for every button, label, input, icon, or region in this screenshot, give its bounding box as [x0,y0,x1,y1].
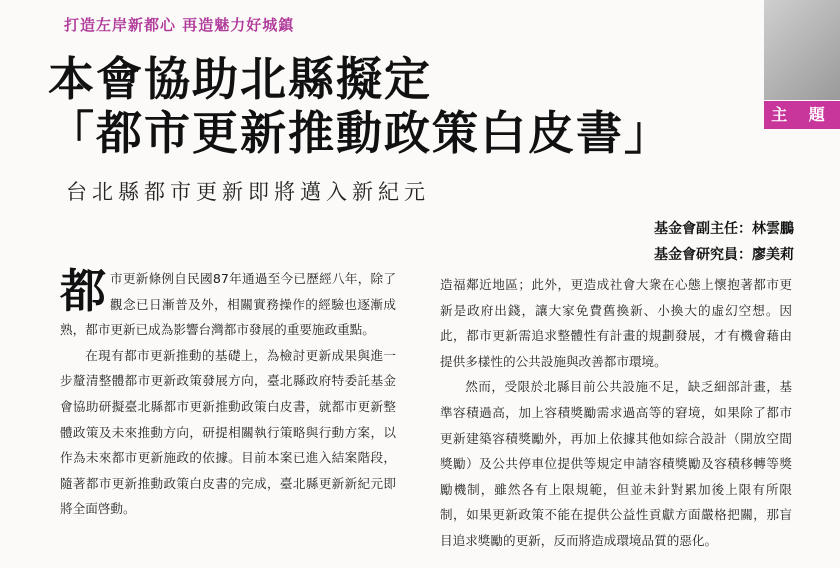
author-2: 基金會研究員：廖美莉 [654,247,794,263]
paragraph: 在現有都市更新推動的基礎上，為檢討更新成果與進一步釐清整體都市更新政策發展方向，臺北縣政府特委託基金會協助研擬臺北縣都市更新推動政策白皮書，就都市更新整體政策及未來推動方向，研提相關執行策略與行動方案，以作為未來都市更新施政的依據。目前本案已進入結案階段，隨著都市更新推動政策白皮書的完成，臺北縣更新新紀元即將全面啓動。 [60,347,396,517]
body-column-right [440,272,792,554]
title-line-2: 「都市更新推動政策白皮書」 [48,106,672,160]
drop-cap: 都 [60,264,106,318]
paragraph [60,266,396,343]
author-1: 基金會副主任：林雲鵬 [654,221,794,237]
paragraph: 然而，受限於北縣目前公共設施不足，缺乏細部計畫，基準容積過高，加上容積獎勵需求過高等的窘境，如果除了都市更新建築容積獎勵外，再加上依據其他如綜合設計（開放空間獎勵）及公共停車位提供等規定申請容積獎勵及容積移轉等獎勵機制，雖然各有上限規範，但並未針對累加後上限有所限制，如果更新政策不能在提供公益性貢獻方面嚴格把關，那盲目追求獎勵的更新，反而將造成環境品質的惡化。 [440,379,792,548]
paragraph: 造福鄰近地區；此外，更造成社會大衆在心態上懷抱著都市更新是政府出錢，讓大家免費舊換新、小換大的虛幻空想。因此，都市更新需追求整體性有計畫的規劃發展，才有機會藉由提供多樣性的公共設施與改善都市環境。 [440,277,792,369]
section-tab: 主 題 [764,101,840,129]
byline [654,216,794,268]
title-line-1: 本會協助北縣擬定 [48,52,432,106]
article-subtitle: 台北縣都市更新即將邁入新紀元 [66,180,430,204]
article-title [48,52,672,160]
kicker-tagline: 打造左岸新都心 再造魅力好城鎮 [64,16,295,34]
paragraph-text: 市更新條例自民國87年通過至今已歷經八年，除了觀念已日漸普及外，相關實務操作的經驗也逐漸成熟，都市更新已成為影響台灣都市發展的重要施政重點。 [60,271,396,338]
body-column-left [60,266,396,522]
corner-photo-strip [764,0,840,100]
